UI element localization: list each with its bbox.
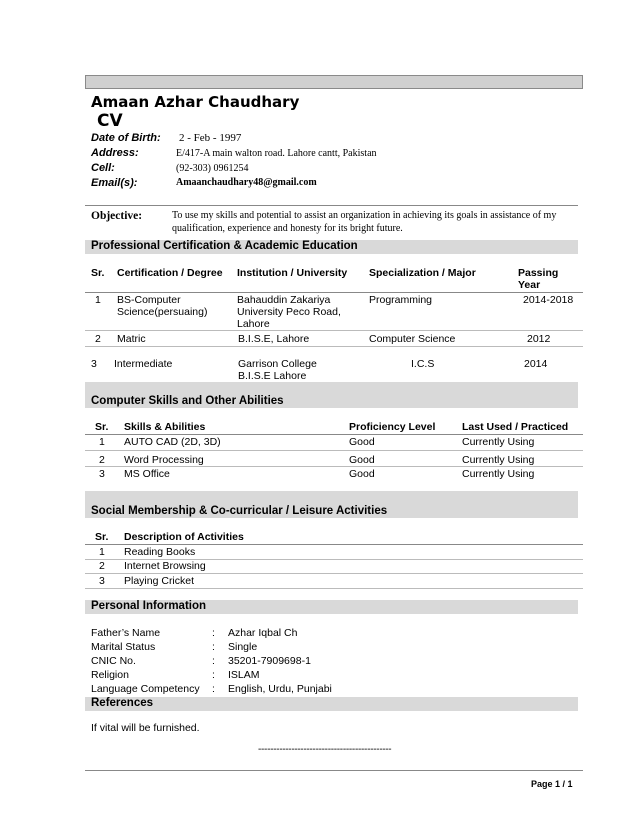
activity-row-sr: 1 <box>99 546 105 558</box>
edu-row-sr: 1 <box>95 294 101 306</box>
separator-dashes: -------------------------------------------- <box>258 744 392 755</box>
section-bar <box>85 697 578 711</box>
edu-row-institution: Garrison College <box>238 358 317 370</box>
row-rule <box>85 450 583 451</box>
edu-row-institution: Bahauddin Zakariya <box>237 294 331 306</box>
cell-value: (92-303) 0961254 <box>176 163 249 174</box>
edu-row-degree: Matric <box>117 333 146 345</box>
education-title: Professional Certification & Academic Education <box>91 240 358 252</box>
personal-value: Single <box>228 641 258 653</box>
objective-label: Objective: <box>91 210 143 222</box>
skill-row-name: AUTO CAD (2D, 3D) <box>124 436 221 448</box>
edu-row-sr: 3 <box>91 358 97 370</box>
col-proficiency: Proficiency Level <box>349 421 436 433</box>
personal-colon: : <box>212 683 215 695</box>
personal-colon: : <box>212 655 215 667</box>
skill-row-sr: 1 <box>99 436 105 448</box>
activity-row-sr: 3 <box>99 575 105 587</box>
edu-row-specialization: Computer Science <box>369 333 456 345</box>
personal-value: Azhar Iqbal Ch <box>228 627 298 639</box>
skill-row-sr: 2 <box>99 454 105 466</box>
skill-row-last: Currently Using <box>462 436 535 448</box>
activity-row-desc: Internet Browsing <box>124 560 206 572</box>
personal-colon: : <box>212 641 215 653</box>
edu-row-year: 2012 <box>527 333 551 345</box>
cell-label: Cell: <box>91 162 115 174</box>
edu-row-degree: Intermediate <box>114 358 173 370</box>
row-rule <box>85 330 583 331</box>
personal-value: 35201-7909698-1 <box>228 655 311 667</box>
skill-row-sr: 3 <box>99 468 105 480</box>
activity-row-desc: Playing Cricket <box>124 575 195 587</box>
personal-colon: : <box>212 627 215 639</box>
row-rule <box>85 466 583 467</box>
edu-row-sr: 2 <box>95 333 101 345</box>
edu-row-specialization: I.C.S <box>411 358 435 370</box>
row-rule <box>85 573 583 574</box>
email-value: Amaanchaudhary48@gmail.com <box>176 177 317 188</box>
col-skills: Skills & Abilities <box>124 421 206 433</box>
activities-title: Social Membership & Co-curricular / Leisure Activities <box>91 505 388 517</box>
edu-row-institution: University Peco Road, <box>237 306 341 318</box>
divider <box>85 205 578 206</box>
skill-row-level: Good <box>349 454 375 466</box>
personal-value: ISLAM <box>228 669 260 681</box>
table-rule <box>85 544 583 545</box>
skill-row-name: MS Office <box>124 468 170 480</box>
col-last-used: Last Used / Practiced <box>462 421 569 433</box>
table-rule <box>85 434 583 435</box>
activity-row-desc: Reading Books <box>124 546 196 558</box>
col-sr: Sr. <box>95 531 109 543</box>
skill-row-name: Word Processing <box>124 454 204 466</box>
dob-label: Date of Birth: <box>91 132 161 144</box>
personal-value: English, Urdu, Punjabi <box>228 683 332 695</box>
col-institution: Institution / University <box>237 267 348 279</box>
edu-row-institution: B.I.S.E, Lahore <box>238 333 310 345</box>
footer-rule <box>85 770 583 771</box>
edu-row-institution: B.I.S.E Lahore <box>238 370 307 382</box>
personal-label: Religion <box>91 669 129 681</box>
edu-row-year: 2014 <box>524 358 548 370</box>
skill-row-last: Currently Using <box>462 454 535 466</box>
table-rule <box>85 292 583 293</box>
address-value: E/417-A main walton road. Lahore cantt, Pakistan <box>176 148 377 159</box>
col-specialization: Specialization / Major <box>369 267 476 279</box>
skill-row-level: Good <box>349 436 375 448</box>
row-rule <box>85 346 583 347</box>
skills-title: Computer Skills and Other Abilities <box>91 395 284 407</box>
col-passing: Passing <box>518 267 559 279</box>
header-bar <box>85 75 583 89</box>
personal-title: Personal Information <box>91 600 207 612</box>
edu-row-degree: BS-Computer <box>117 294 181 306</box>
candidate-name: Amaan Azhar Chaudhary <box>91 93 300 111</box>
personal-label: Marital Status <box>91 641 156 653</box>
references-text: If vital will be furnished. <box>91 722 200 734</box>
cv-title: CV <box>97 111 123 131</box>
personal-colon: : <box>212 669 215 681</box>
personal-label: CNIC No. <box>91 655 136 667</box>
row-rule <box>85 588 583 589</box>
page-number: Page 1 / 1 <box>531 779 573 789</box>
skill-row-level: Good <box>349 468 375 480</box>
email-label: Email(s): <box>91 177 138 189</box>
edu-row-year: 2014-2018 <box>523 294 574 306</box>
references-title: References <box>91 697 154 709</box>
activity-row-sr: 2 <box>99 560 105 572</box>
address-label: Address: <box>91 147 139 159</box>
col-description: Description of Activities <box>124 531 244 543</box>
dob-value: 2 - Feb - 1997 <box>179 132 242 144</box>
personal-label: Father’s Name <box>91 627 161 639</box>
col-degree: Certification / Degree <box>117 267 223 279</box>
edu-row-institution: Lahore <box>237 318 270 330</box>
edu-row-specialization: Programming <box>369 294 433 306</box>
objective-line-2: qualification, experience and honesty for its bright future. <box>172 223 403 234</box>
skill-row-last: Currently Using <box>462 468 535 480</box>
col-sr: Sr. <box>91 267 105 279</box>
personal-label: Language Competency <box>91 683 200 695</box>
objective-line-1: To use my skills and potential to assist an organization in achieving its goals in assistance of my <box>172 210 557 221</box>
edu-row-degree: Science(persuaing) <box>117 306 208 318</box>
col-sr: Sr. <box>95 421 109 433</box>
col-year: Year <box>518 279 541 291</box>
